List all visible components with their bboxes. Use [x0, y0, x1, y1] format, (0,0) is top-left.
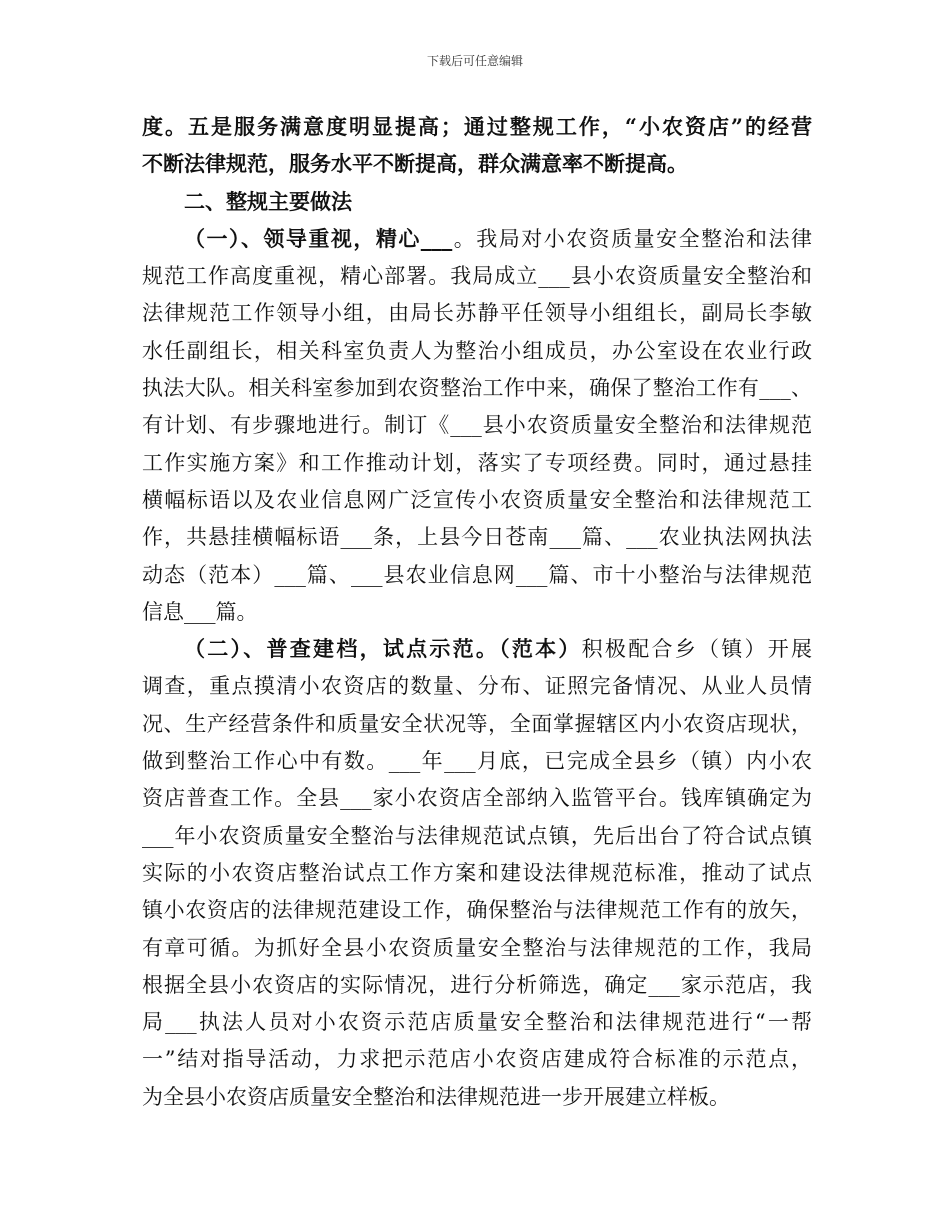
- text-line: [142, 966, 812, 1003]
- body-text: 执法大队。相关科室参加到农资整治工作中来，确保了整治工作有___、: [142, 376, 812, 401]
- text-line: [142, 1078, 812, 1115]
- text-line: [142, 294, 812, 331]
- document-body: [142, 108, 812, 1115]
- body-text: 横幅标语以及农业信息网广泛宣传小农资质量安全整治和法律规范工: [142, 487, 812, 512]
- text-line: [142, 481, 812, 518]
- text-line: [142, 929, 812, 966]
- text-line: [142, 518, 812, 555]
- subsection-heading-2: [142, 630, 812, 667]
- text-line: [142, 556, 812, 593]
- body-text: 规范工作高度重视，精心部署。我局成立___县小农资质量安全整治和: [142, 264, 812, 289]
- text-line: [142, 145, 812, 182]
- body-text: 积极配合乡（镇）开展: [581, 637, 813, 662]
- text-line: [142, 1040, 812, 1077]
- text-line: [142, 779, 812, 816]
- bold-text: 不断法律规范，服务水平不断提高，群众满意率不断提高。: [142, 151, 688, 177]
- text-line: [142, 108, 812, 145]
- body-text: 为全县小农资店质量安全整治和法律规范进一步开展建立样板。: [142, 1084, 730, 1109]
- body-text: 资店普查工作。全县___家小农资店全部纳入监管平台。钱库镇确定为: [142, 786, 812, 811]
- text-line: [142, 891, 812, 928]
- body-text: 局___执法人员对小农资示范店质量安全整治和法律规范进行“一帮: [142, 1010, 812, 1035]
- text-line: [142, 369, 812, 406]
- body-text: 一”结对指导活动，力求把示范店小农资店建成符合标准的示范点，: [142, 1047, 812, 1072]
- text-line: [142, 1003, 812, 1040]
- text-line: [142, 667, 812, 704]
- bold-text: 二、整规主要做法: [184, 188, 352, 214]
- subsection-heading-1: [142, 220, 812, 257]
- bold-text: （一）、领导重视，精心___: [184, 225, 453, 251]
- text-line: [142, 817, 812, 854]
- page-header: 下载后可任意编辑: [426, 54, 523, 68]
- text-line: [142, 854, 812, 891]
- body-text: 根据全县小农资店的实际情况，进行分析筛选，确定___家示范店，我: [142, 972, 812, 997]
- text-line: [142, 705, 812, 742]
- body-text: 。我局对小农资质量安全整治和法律: [452, 226, 812, 251]
- text-line: [142, 742, 812, 779]
- body-text: 有章可循。为抓好全县小农资质量安全整治与法律规范的工作，我局: [142, 935, 812, 960]
- text-line: [142, 406, 812, 443]
- body-text: 镇小农资店的法律规范建设工作，确保整治与法律规范工作有的放矢，: [142, 898, 812, 923]
- body-text: 作，共悬挂横幅标语___条，上县今日苍南___篇、___农业执法网执法: [142, 525, 812, 550]
- bold-text: 度。五是服务满意度明显提高；通过整规工作，“小农资店”的经营: [142, 114, 812, 139]
- body-text: 信息___篇。: [142, 599, 258, 624]
- body-text: 做到整治工作心中有数。___年___月底，已完成全县乡（镇）内小农: [142, 749, 812, 774]
- text-line: [142, 593, 812, 630]
- body-text: 实际的小农资店整治试点工作方案和建设法律规范标准，推动了试点: [142, 860, 812, 885]
- body-text: 法律规范工作领导小组，由局长苏静平任领导小组组长，副局长李敏: [142, 301, 812, 326]
- body-text: 况、生产经营条件和质量安全状况等，全面掌握辖区内小农资店现状，: [142, 711, 812, 736]
- body-text: 动态（范本）___篇、___县农业信息网___篇、市十小整治与法律规范: [142, 562, 812, 587]
- body-text: 有计划、有步骤地进行。制订《___县小农资质量安全整治和法律规范: [142, 413, 812, 438]
- body-text: 调查，重点摸清小农资店的数量、分布、证照完备情况、从业人员情: [142, 674, 812, 699]
- text-line: [142, 257, 812, 294]
- body-text: 水任副组长，相关科室负责人为整治小组成员，办公室设在农业行政: [142, 338, 812, 363]
- text-line: [142, 332, 812, 369]
- bold-text: （二）、普查建档，试点示范。（范本）: [184, 636, 582, 662]
- body-text: ___年小农资质量安全整治与法律规范试点镇，先后出台了符合试点镇: [142, 823, 812, 848]
- body-text: 工作实施方案》和工作推动计划，落实了专项经费。同时，通过悬挂: [142, 450, 812, 475]
- section-heading: [142, 183, 812, 220]
- text-line: [142, 444, 812, 481]
